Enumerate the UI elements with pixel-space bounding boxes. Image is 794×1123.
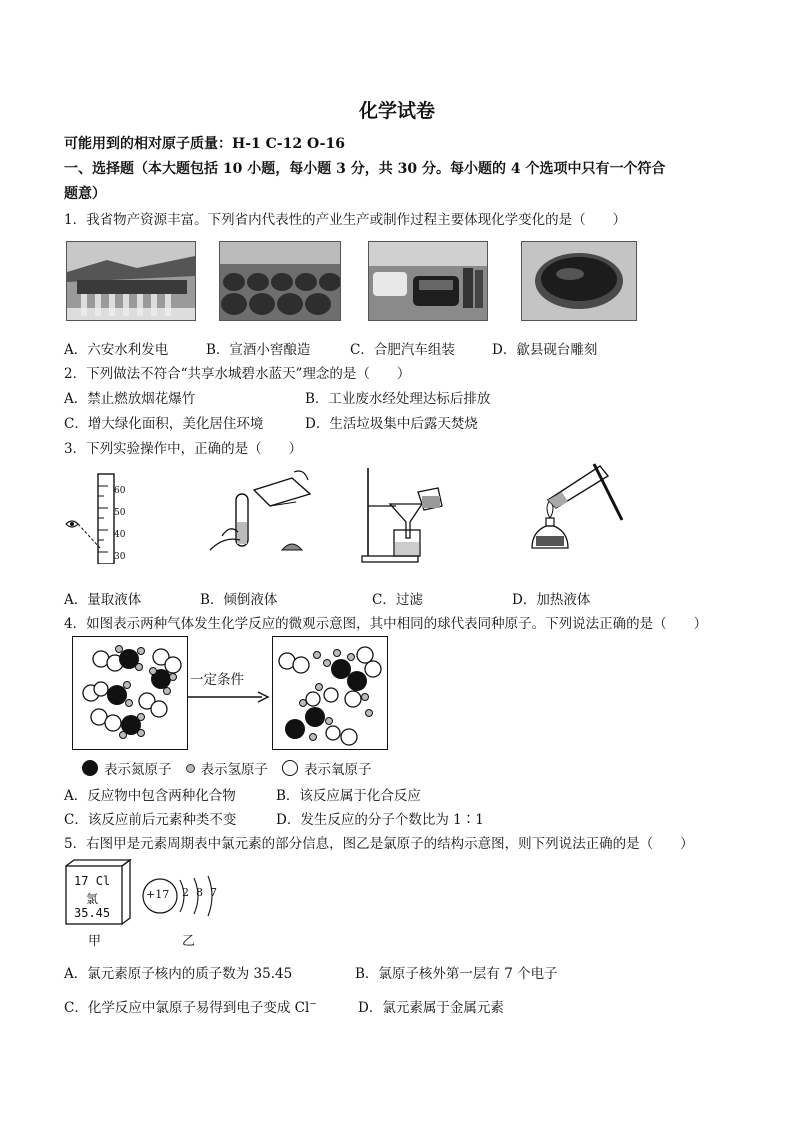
q1-stem: 1．我省物产资源丰富。下列省内代表性的产业生产或制作过程主要体现化学变化的是（ ） <box>64 212 627 228</box>
element-number: 17 <box>74 874 89 888</box>
q4-stem: 4．如图表示两种气体发生化学反应的微观示意图，其中相同的球代表同种原子。下列说法正确的是（ ） <box>64 616 708 632</box>
page-title: 化学试卷 <box>358 100 435 122</box>
q4-option-a[interactable]: A．反应物中包含两种化合物 <box>64 788 236 804</box>
pouring-liquid-icon <box>200 466 316 566</box>
section1-heading-cont: 题意） <box>64 186 106 202</box>
car-factory-photo-icon <box>368 241 488 321</box>
q4-option-d[interactable]: D．发生反应的分子个数比为 1∶1 <box>276 812 484 828</box>
q2-option-d[interactable]: D．生活垃圾集中后露天焚烧 <box>305 416 478 432</box>
q3-option-c[interactable]: C．过滤 <box>372 592 423 608</box>
shell-2-electrons: 8 <box>196 886 203 899</box>
atom-legend <box>82 758 372 778</box>
q5-option-c-text: C．化学反应中氯原子易得到电子变成 Cl <box>64 1000 310 1016</box>
legend-nitrogen: 表示氮原子 <box>104 762 172 778</box>
q3-option-a[interactable]: A．量取液体 <box>64 592 142 608</box>
fig-label-jia: 甲 <box>88 934 102 949</box>
shell-1-electrons: 2 <box>182 886 189 899</box>
shell-3-electrons: 7 <box>210 886 217 899</box>
q5-stem: 5．右图甲是元素周期表中氯元素的部分信息，图乙是氯原子的结构示意图，则下列说法正确的是（ ） <box>64 836 694 852</box>
q4-option-c[interactable]: C．该反应前后元素种类不变 <box>64 812 237 828</box>
element-symbol: Cl <box>95 874 111 888</box>
element-name: 氯 <box>86 892 99 906</box>
oxygen-atom-icon <box>282 760 298 776</box>
dam-photo-icon <box>66 241 196 321</box>
atomic-mass-line: 可能用到的相对原子质量：H-1 C-12 O-16 <box>64 136 345 152</box>
section1-heading: 一、选择题（本大题包括 10 小题，每小题 3 分，共 30 分。每小题的 4 个选项中只有一个符合 <box>64 161 666 177</box>
reaction-condition: 一定条件 <box>190 672 244 688</box>
q1-option-b[interactable]: B．宣酒小窖酿造 <box>206 342 311 358</box>
reaction-arrow-icon <box>188 688 270 707</box>
q1-option-d[interactable]: D．歙县砚台雕刻 <box>492 342 598 358</box>
products-box <box>272 636 388 750</box>
cylinder-tick: 40 <box>114 530 126 540</box>
chloride-charge: − <box>309 999 317 1010</box>
inkstone-photo-icon <box>521 241 637 321</box>
cylinder-tick: 50 <box>114 508 126 518</box>
reactants-box <box>72 636 188 750</box>
element-tile-chlorine <box>64 858 134 928</box>
q2-option-a[interactable]: A．禁止燃放烟花爆竹 <box>64 391 196 407</box>
q1-option-a[interactable]: A．六安水利发电 <box>64 342 169 358</box>
legend-oxygen: 表示氧原子 <box>304 762 372 778</box>
q3-option-d[interactable]: D．加热液体 <box>512 592 591 608</box>
atom-structure-diagram <box>140 874 230 928</box>
nucleus-charge: +17 <box>146 888 170 901</box>
nitrogen-atom-icon <box>82 760 98 776</box>
q3-option-b[interactable]: B．倾倒液体 <box>200 592 278 608</box>
heating-liquid-icon <box>522 462 626 568</box>
q5-option-d[interactable]: D．氯元素属于金属元素 <box>358 1000 504 1016</box>
q5-option-b[interactable]: B．氯原子核外第一层有 7 个电子 <box>355 966 558 982</box>
q2-option-c[interactable]: C．增大绿化面积，美化居住环境 <box>64 416 264 432</box>
winery-photo-icon <box>219 241 341 321</box>
q2-stem: 2．下列做法不符合“共享水城碧水蓝天”理念的是（ ） <box>64 366 411 382</box>
q5-option-c[interactable] <box>64 996 317 1016</box>
filtration-icon <box>360 464 450 568</box>
q3-stem: 3．下列实验操作中，正确的是（ ） <box>64 441 303 457</box>
cylinder-tick: 60 <box>114 486 126 496</box>
element-mass: 35.45 <box>74 906 111 920</box>
q5-option-a[interactable]: A．氯元素原子核内的质子数为 35.45 <box>64 966 293 982</box>
graduated-cylinder-icon <box>62 472 132 564</box>
legend-hydrogen: 表示氢原子 <box>200 762 268 778</box>
cylinder-tick: 30 <box>114 552 126 562</box>
fig-label-yi: 乙 <box>182 934 196 949</box>
q2-option-b[interactable]: B．工业废水经处理达标后排放 <box>305 391 491 407</box>
q4-option-b[interactable]: B．该反应属于化合反应 <box>276 788 421 804</box>
q1-option-c[interactable]: C．合肥汽车组装 <box>350 342 455 358</box>
hydrogen-atom-icon <box>186 764 195 773</box>
